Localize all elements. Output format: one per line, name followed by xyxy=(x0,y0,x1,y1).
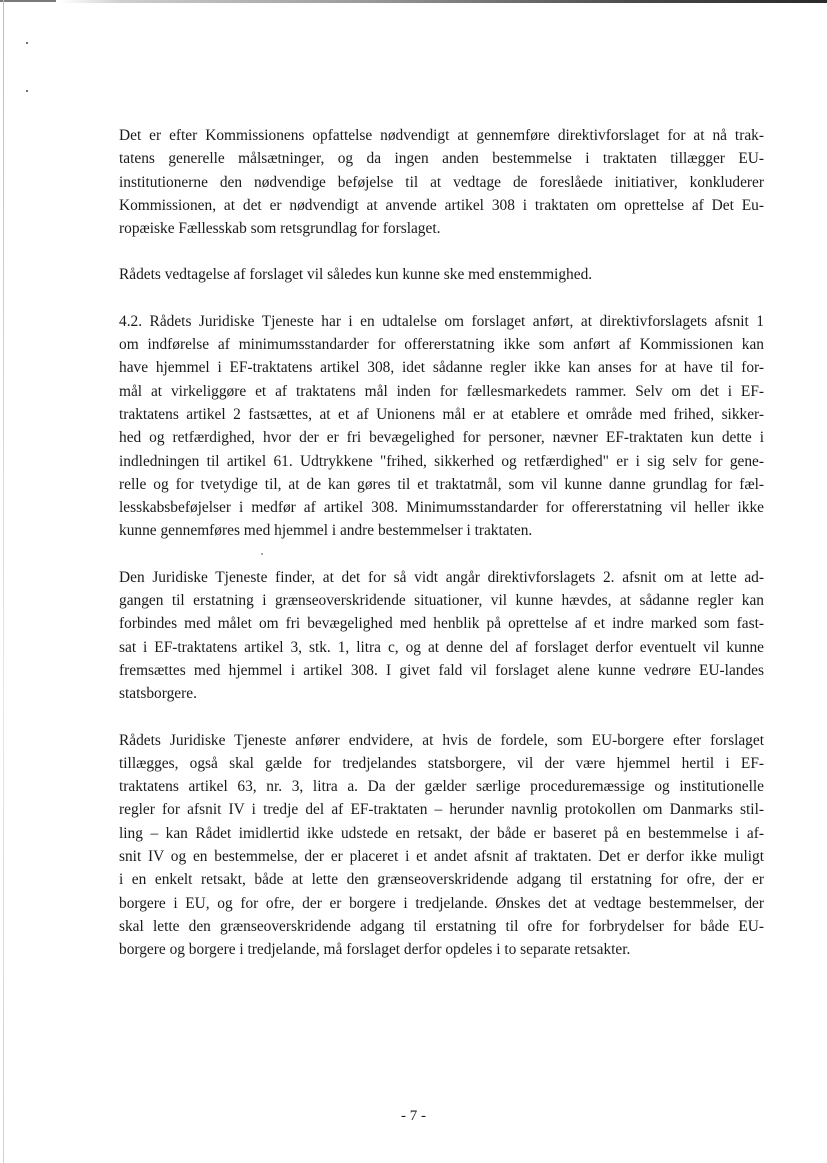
text-line: fremsættes med hjemmel i artikel 308. I givet fald vil forslaget alene kunne vedrøre EU-landes xyxy=(119,661,764,679)
text-line: indledningen til artikel 61. Udtrykkene "frihed, sikkerhed og retfærdighed" er i sig selv for gene- xyxy=(119,452,764,470)
text-line: hed og retfærdighed, hvor der er fri bevægelighed for personer, nævner EF-traktaten kun dette i xyxy=(119,429,764,447)
text-line: i en enkelt retsakt, både at lette den grænseoverskridende adgang til erstatning for ofre, der er xyxy=(119,871,764,889)
text-line: borgere og borgere i tredjelande, må forslaget derfor opdeles i to separate retsakter. xyxy=(119,941,631,959)
text-line: relle og for tvetydige til, at de kan gøres til et traktatmål, som vil kunne danne grundlag for fæl- xyxy=(119,475,764,493)
text-line: traktatens artikel 63, nr. 3, litra a. Da der gælder særlige proceduremæssige og institutionelle xyxy=(119,778,764,796)
text-line: Kommissionen, at det er nødvendigt at anvende artikel 308 i traktaten om oprettelse af Det Eu- xyxy=(119,196,764,214)
scan-edge-left xyxy=(3,0,4,1163)
text-line: ropæiske Fællesskab som retsgrundlag for forslaget. xyxy=(119,220,441,238)
text-line: Rådets Juridiske Tjeneste anfører endvidere, at hvis de fordele, som EU-borgere efter forslaget xyxy=(119,731,764,749)
text-line: tatens generelle målsætninger, og da ingen anden bestemmelse i traktaten tillægger EU- xyxy=(119,150,764,168)
text-line: statsborgere. xyxy=(119,685,197,703)
text-line: om indførelse af minimumsstandarder for offererstatning ikke som anført af Kommissionen kan xyxy=(119,336,764,354)
paragraph xyxy=(119,124,764,240)
text-line: have hjemmel i EF-traktatens artikel 308, idet sådanne regler ikke kan anses for at have til for- xyxy=(119,359,764,377)
text-line: Det er efter Kommissionens opfattelse nødvendigt at gennemføre direktivforslaget for at nå trak- xyxy=(119,127,764,144)
scan-speck xyxy=(26,42,28,44)
scan-edge-top xyxy=(60,0,827,3)
text-line: institutionerne den nødvendige beføjelse til at vedtage de foreslåede initiativer, konkluderer xyxy=(119,173,764,191)
text-line: regler for afsnit IV i tredje del af EF-traktaten – herunder navnlig protokollen om Danmarks stil- xyxy=(119,801,764,819)
text-line: Rådets vedtagelse af forslaget vil således kun kunne ske med enstemmighed. xyxy=(119,266,593,284)
paragraph xyxy=(119,310,764,543)
text-line: kunne gennemføres med hjemmel i andre bestemmelser i traktaten. xyxy=(119,522,533,540)
text-line: Den Juridiske Tjeneste finder, at det for så vidt angår direktivforslagets 2. afsnit om at lette ad- xyxy=(119,568,764,586)
text-line: tillægges, også skal gælde for tredjelandes statsborgere, vil der være hjemmel hertil i EF- xyxy=(119,754,764,772)
paragraph xyxy=(119,729,764,962)
text-line: skal lette den grænseoverskridende adgang til erstatning til ofre for forbrydelser for både EU- xyxy=(119,917,764,935)
text-line: gangen til erstatning i grænseoverskridende situationer, vil kunne hævdes, at sådanne regler kan xyxy=(119,592,764,610)
text-line: 4.2. Rådets Juridiske Tjeneste har i en udtalelse om forslaget anført, at direktivforslagets afsnit 1 xyxy=(119,312,764,330)
scan-speck xyxy=(26,90,28,92)
document-body xyxy=(119,124,764,985)
text-line: sat i EF-traktatens artikel 3, stk. 1, litra c, og at denne del af forslaget derfor eventuelt vil kunne xyxy=(119,638,764,656)
scan-edge-top-left xyxy=(0,0,56,2)
text-line: traktatens artikel 2 fastsættes, at et af Unionens mål er at etablere et område med frihed, sikker- xyxy=(119,405,764,423)
text-line: mål at virkeliggøre et af traktatens mål inden for fællesmarkedets rammer. Selv om det i EF- xyxy=(119,382,764,400)
text-line: ling – kan Rådet imidlertid ikke udstede en retsakt, der både er baseret på en bestemmelse i af- xyxy=(119,824,764,842)
paragraph xyxy=(119,263,764,286)
text-line: borgere i EU, og for ofre, der er borgere i tredjelande. Ønskes det at vedtage bestemmelser, der xyxy=(119,894,764,912)
text-line: snit IV og en bestemmelse, der er placeret i et andet afsnit af traktaten. Det er derfor ikke muligt xyxy=(119,848,764,866)
paragraph xyxy=(119,566,764,706)
text-line: forbindes med målet om fri bevægelighed med henblik på oprettelse af et indre marked som fast- xyxy=(119,615,764,633)
page-number: - 7 - xyxy=(401,1108,426,1124)
text-line: lesskabsbeføjelser i medfør af artikel 308. Minimumsstandarder for offererstatning vil heller ikke xyxy=(119,499,764,517)
